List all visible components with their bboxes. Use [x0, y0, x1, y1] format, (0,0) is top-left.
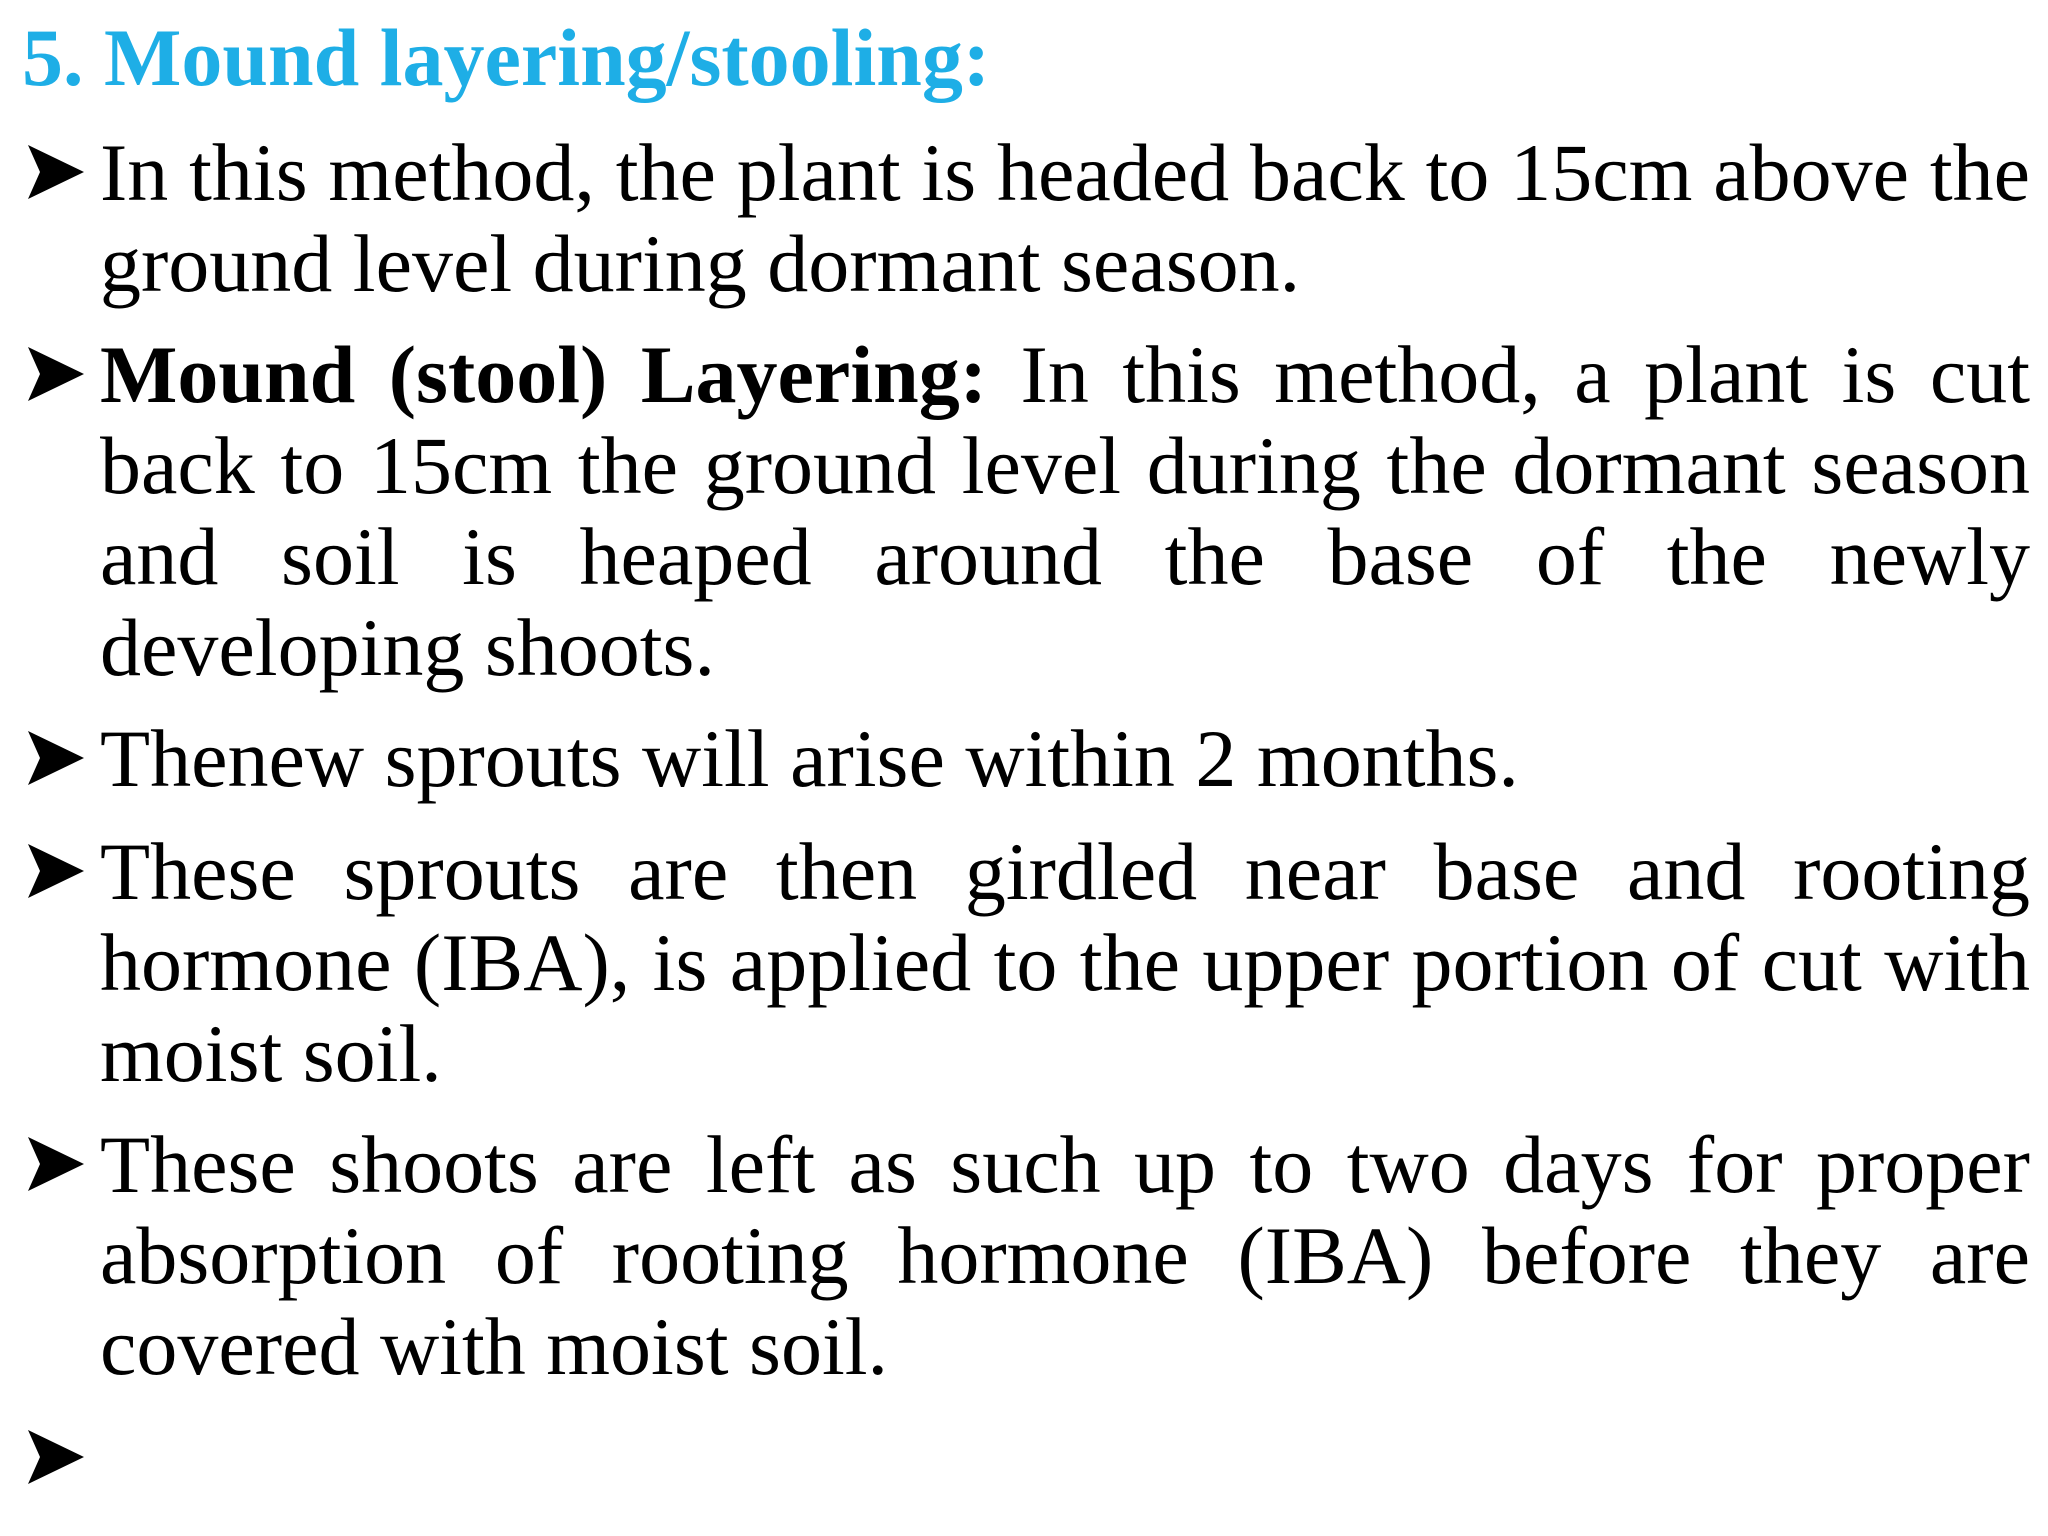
bullet-item — [22, 329, 2030, 693]
arrowhead-bullet-icon — [22, 341, 88, 407]
bullet-text: In this method, a plant is cut back to 15cm the ground level during the dormant season and soil is heaped around the base of the newly developing shoots. — [100, 329, 2031, 693]
bullet-item-empty — [22, 1412, 2030, 1503]
bullet-item — [22, 127, 2030, 309]
arrowhead-bullet-icon — [22, 1131, 88, 1197]
bullet-item — [22, 713, 2030, 804]
bullet-item — [22, 1119, 2030, 1392]
bullet-text: These shoots are left as such up to two days for proper absorption of rooting hormone (IBA) before they are covered with moist soil. — [100, 1119, 2030, 1392]
arrowhead-bullet-icon — [22, 838, 88, 904]
arrowhead-bullet-icon — [22, 1424, 88, 1490]
bullet-text: Thenew sprouts will arise within 2 months. — [100, 713, 1519, 804]
bullet-lead: Mound (stool) Layering: — [100, 329, 988, 420]
bullet-list — [22, 127, 2030, 1523]
arrowhead-bullet-icon — [22, 725, 88, 791]
bullet-text: In this method, the plant is headed back to 15cm above the ground level during dormant season. — [100, 127, 2030, 309]
arrowhead-bullet-icon — [22, 139, 88, 205]
bullet-item — [22, 826, 2030, 1099]
slide-title: 5. Mound layering/stooling: — [22, 12, 991, 103]
bullet-text: These sprouts are then girdled near base and rooting hormone (IBA), is applied to the upper portion of cut with moist soil. — [100, 826, 2030, 1099]
